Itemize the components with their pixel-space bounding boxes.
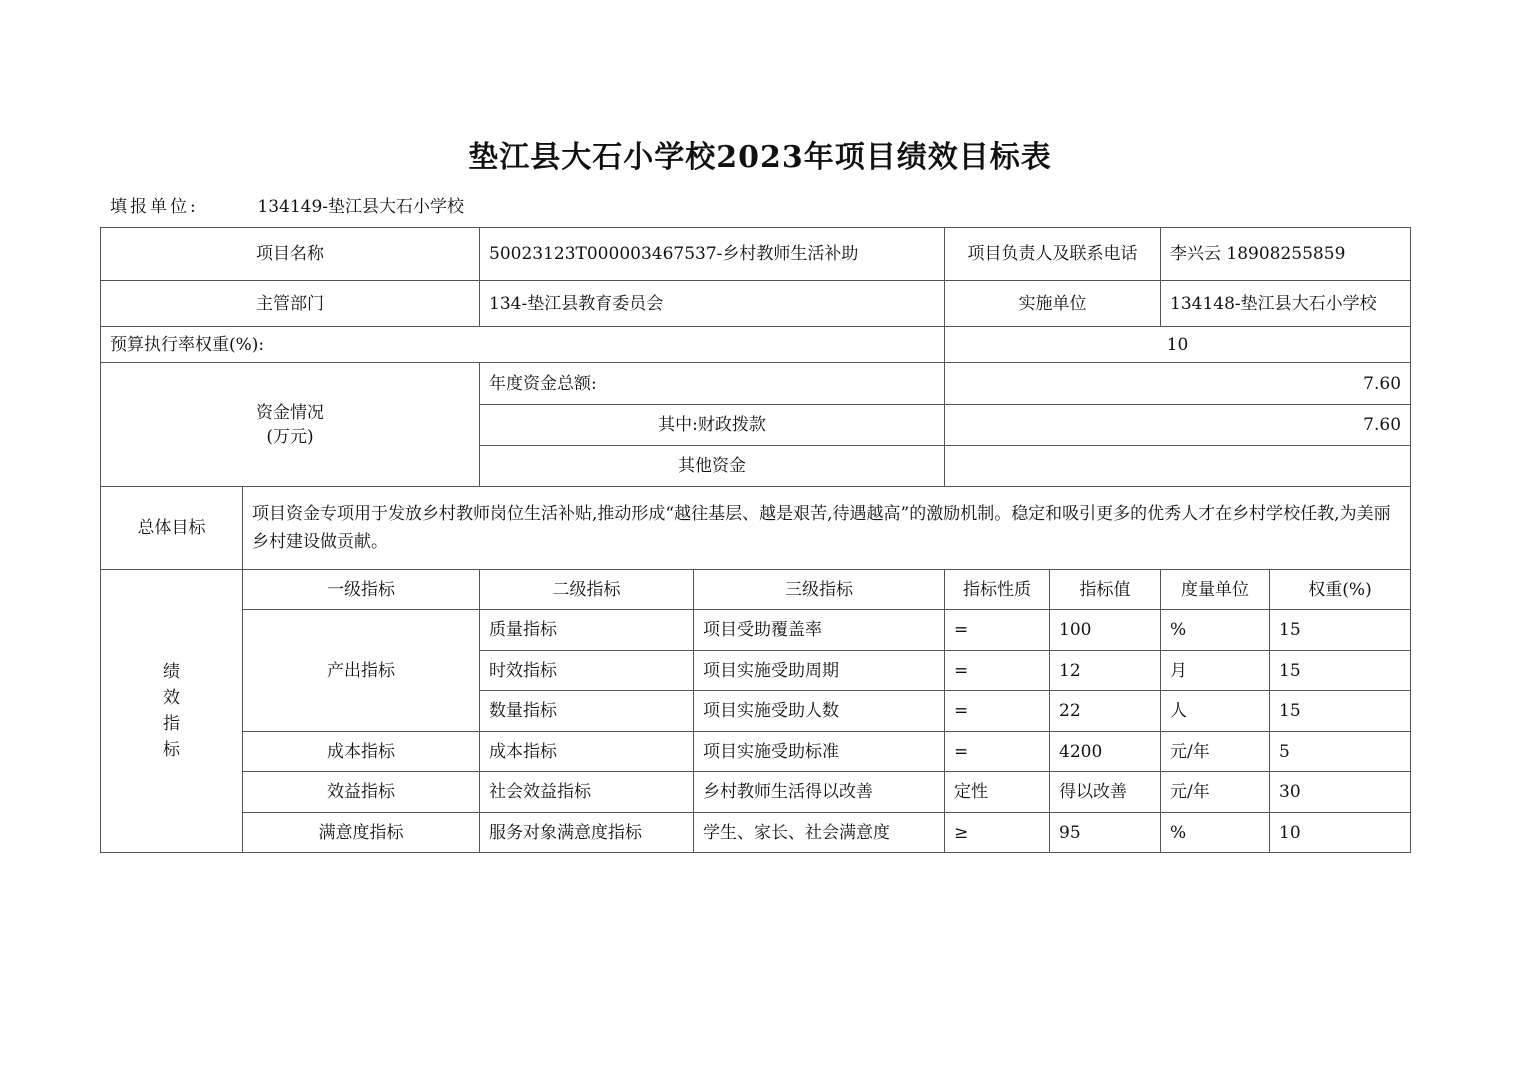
level3-cell: 项目实施受助标准: [694, 732, 945, 772]
project-name-row: [101, 228, 1411, 281]
department-row: [101, 281, 1411, 327]
budget-rate-row: [101, 327, 1411, 363]
level3-cell: 项目实施受助周期: [694, 651, 945, 691]
funds-total-row: [101, 363, 1411, 405]
budget-rate-value: 10: [945, 327, 1411, 363]
implementing-unit-label: 实施单位: [945, 281, 1161, 327]
header-weight: 权重(%): [1270, 570, 1411, 610]
value-cell: 得以改善: [1050, 772, 1161, 813]
implementing-unit-value: 134148-垫江县大石小学校: [1161, 281, 1411, 327]
weight-cell: 5: [1270, 732, 1411, 772]
funds-fiscal-label: 其中:财政拨款: [480, 405, 945, 446]
level1-output: 产出指标: [243, 610, 480, 732]
header-unit: 度量单位: [1161, 570, 1270, 610]
indicators-section-label: [101, 570, 243, 853]
nature-cell: ≥: [945, 813, 1050, 853]
weight-cell: 15: [1270, 610, 1411, 651]
department-label: 主管部门: [101, 281, 480, 327]
performance-target-table: [100, 227, 1411, 853]
level2-cell: 质量指标: [480, 610, 694, 651]
nature-cell: 定性: [945, 772, 1050, 813]
funds-total-label: 年度资金总额:: [480, 363, 945, 405]
table-row: [101, 732, 1411, 772]
level2-cell: 社会效益指标: [480, 772, 694, 813]
funds-fiscal-value: 7.60: [945, 405, 1411, 446]
unit-cell: 元/年: [1161, 772, 1270, 813]
value-cell: 12: [1050, 651, 1161, 691]
level3-cell: 学生、家长、社会满意度: [694, 813, 945, 853]
reporting-unit-line: [110, 192, 464, 217]
header-level1: 一级指标: [243, 570, 480, 610]
value-cell: 100: [1050, 610, 1161, 651]
unit-cell: 人: [1161, 691, 1270, 732]
nature-cell: =: [945, 732, 1050, 772]
contact-label: 项目负责人及联系电话: [945, 228, 1161, 281]
overall-goal-text: 项目资金专项用于发放乡村教师岗位生活补贴,推动形成“越往基层、越是艰苦,待遇越高”的激励机制。稳定和吸引更多的优秀人才在乡村学校任教,为美丽乡村建设做贡献。: [243, 487, 1411, 570]
funds-unit: (万元): [266, 426, 314, 447]
nature-cell: =: [945, 691, 1050, 732]
overall-goal-row: [101, 487, 1411, 570]
nature-cell: =: [945, 651, 1050, 691]
weight-cell: 30: [1270, 772, 1411, 813]
header-nature: 指标性质: [945, 570, 1050, 610]
funds-label: 资金情况: [256, 402, 324, 423]
project-name-label: 项目名称: [101, 228, 480, 281]
weight-cell: 15: [1270, 691, 1411, 732]
level1-benefit: 效益指标: [243, 772, 480, 813]
header-level2: 二级指标: [480, 570, 694, 610]
header-value: 指标值: [1050, 570, 1161, 610]
funds-total-value: 7.60: [945, 363, 1411, 405]
level1-satisfaction: 满意度指标: [243, 813, 480, 853]
indicator-header-row: [101, 570, 1411, 610]
weight-cell: 15: [1270, 651, 1411, 691]
header-level3: 三级指标: [694, 570, 945, 610]
unit-cell: %: [1161, 813, 1270, 853]
unit-cell: %: [1161, 610, 1270, 651]
page-title: 垫江县大石小学校2023年项目绩效目标表: [468, 140, 1052, 175]
value-cell: 22: [1050, 691, 1161, 732]
nature-cell: =: [945, 610, 1050, 651]
budget-rate-label: 预算执行率权重(%):: [101, 327, 945, 363]
reporting-unit-label: 填报单位:: [110, 197, 199, 217]
table-row: [101, 610, 1411, 651]
indicators-section-text: 绩效指标: [163, 662, 180, 760]
level2-cell: 成本指标: [480, 732, 694, 772]
reporting-unit-value: 134149-垫江县大石小学校: [257, 197, 465, 217]
department-value: 134-垫江县教育委员会: [480, 281, 945, 327]
level3-cell: 项目实施受助人数: [694, 691, 945, 732]
funds-other-value: [945, 446, 1411, 487]
level1-cost: 成本指标: [243, 732, 480, 772]
project-name-value: 50023123T000003467537-乡村教师生活补助: [480, 228, 945, 281]
unit-cell: 月: [1161, 651, 1270, 691]
level3-cell: 项目受助覆盖率: [694, 610, 945, 651]
unit-cell: 元/年: [1161, 732, 1270, 772]
table-row: [101, 813, 1411, 853]
value-cell: 95: [1050, 813, 1161, 853]
level2-cell: 服务对象满意度指标: [480, 813, 694, 853]
funds-label-cell: [101, 363, 480, 487]
weight-cell: 10: [1270, 813, 1411, 853]
level2-cell: 数量指标: [480, 691, 694, 732]
table-row: [101, 772, 1411, 813]
overall-goal-label: 总体目标: [101, 487, 243, 570]
level2-cell: 时效指标: [480, 651, 694, 691]
contact-value: 李兴云 18908255859: [1161, 228, 1411, 281]
level3-cell: 乡村教师生活得以改善: [694, 772, 945, 813]
funds-other-label: 其他资金: [480, 446, 945, 487]
value-cell: 4200: [1050, 732, 1161, 772]
